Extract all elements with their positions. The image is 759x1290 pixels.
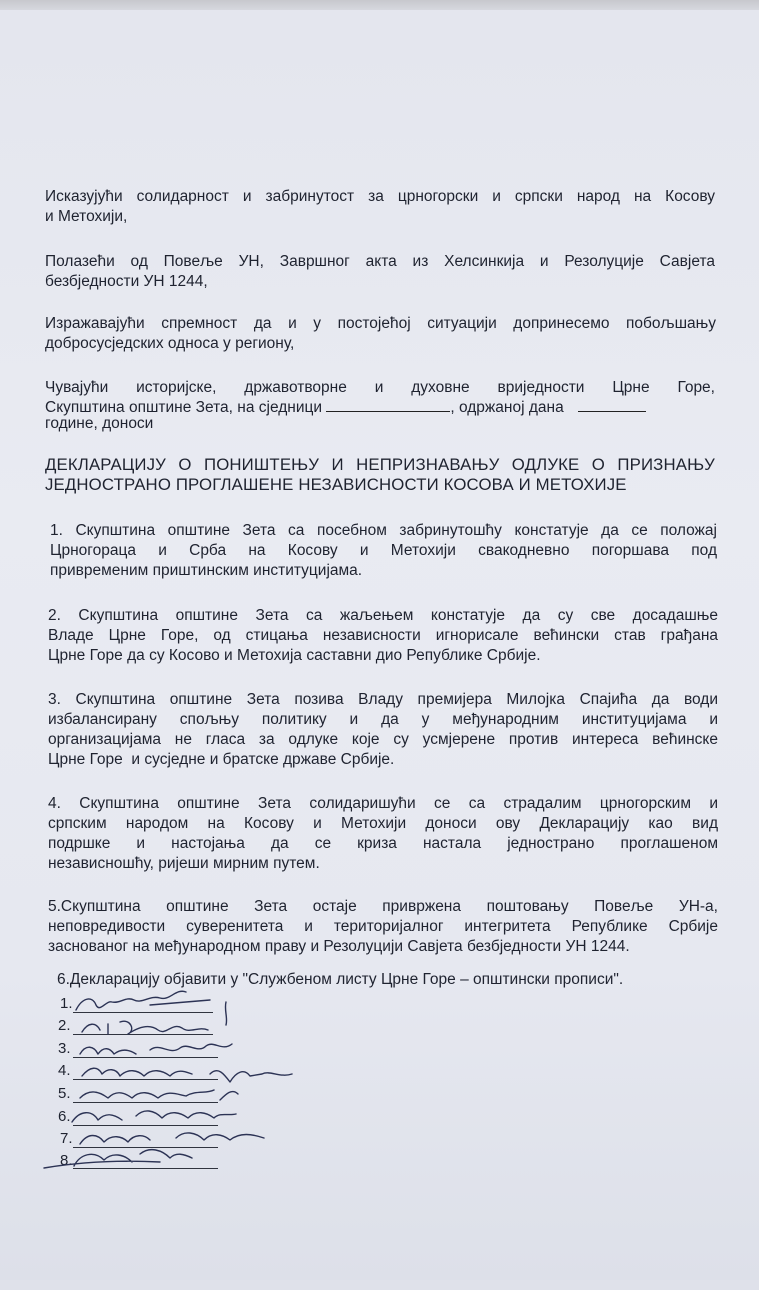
article-4-line4: независношћу, ријеши мирним путем. xyxy=(48,855,320,872)
signature-number: 5. xyxy=(58,1085,71,1102)
preamble-line3: године, доноси xyxy=(45,415,154,432)
article-5-line1: 5.Скупштина општине Зета остаје привржена поштовању Повеље УН-а, xyxy=(48,898,718,915)
declaration-title-line1: ДЕКЛАРАЦИЈУ О ПОНИШТЕЊУ И НЕПРИЗНАВАЊУ ОДЛУКЕ О ПРИЗНАЊУ xyxy=(45,455,715,474)
intro-2-line2: безбједности УН 1244, xyxy=(45,273,208,290)
intro-3-line1: Изражавајући спремност да и у постојећој ситуацији допринесемо побољшању xyxy=(45,315,716,332)
article-1-line3: привременим приштинским институцијама. xyxy=(50,562,363,579)
signature-number: 8. xyxy=(60,1152,73,1169)
preamble-line1: Чувајући историјске, државотворне и духовне вриједности Црне Горе, xyxy=(45,379,715,396)
signature-number: 1. xyxy=(60,995,73,1012)
signature-number: 3. xyxy=(58,1040,71,1057)
handwritten-signatures xyxy=(0,10,759,1290)
signature-number: 6. xyxy=(58,1108,71,1125)
article-5-line2: неповредивости суверенитета и територијалног интегритета Републике Србије xyxy=(48,918,718,935)
article-2-line3: Црне Горе да су Косово и Метохија саставни дио Републике Србије. xyxy=(48,647,541,664)
article-3-line3: организацијама не гласа за одлуке које су усмјерене против интереса већинске xyxy=(48,731,718,748)
article-1-line1: 1. Скупштина општине Зета са посебном забринутошћу констатује да се положај xyxy=(50,522,717,539)
signature-number: 7. xyxy=(60,1130,73,1147)
intro-2-line1: Полазећи од Повеље УН, Завршног акта из Хелсинкија и Резолуције Савјета xyxy=(45,253,715,270)
article-2-line2: Владе Црне Горе, од стицања независности игнорисале већински став грађана xyxy=(48,627,718,644)
article-3-line2: избалансирану спољњу политику и да у међународним институцијама и xyxy=(48,711,718,728)
article-1-line2: Црногораца и Срба на Косову и Метохији свакодневно погоршава под xyxy=(50,542,717,559)
preamble-session-text: Скупштина општине Зета, на сједници xyxy=(45,399,323,416)
signature-number: 4. xyxy=(58,1062,71,1079)
article-4-line3: подршке и настојања да се криза настала једнострано проглашеном xyxy=(48,835,718,852)
article-3-line1: 3. Скупштина општине Зета позива Владу премијера Милојка Спајића да води xyxy=(48,691,718,708)
intro-3-line2: добросусједских односа у региону, xyxy=(45,335,295,352)
article-2-line1: 2. Скупштина општине Зета са жаљењем констатује да су све досадашње xyxy=(48,607,718,624)
preamble-held-text: , одржаној дана xyxy=(450,399,564,416)
article-4-line2: српским народом на Косову и Метохији доноси ову Декларацију као вид xyxy=(48,815,718,832)
article-4-line1: 4. Скупштина општине Зета солидаришући се са страдалим црногорским и xyxy=(48,795,718,812)
declaration-title-line2: ЈЕДНОСТРАНО ПРОГЛАШЕНЕ НЕЗАВИСНОСТИ КОСОВА И МЕТОХИЈЕ xyxy=(45,475,627,494)
article-6-line1: 6.Декларацију објавити у "Службеном листу Црне Горе – општински прописи". xyxy=(57,971,624,988)
intro-1-line1: Исказујући солидарност и забринутост за црногорски и српски народ на Косову xyxy=(45,188,715,205)
article-5-line3: заснованог на међународном праву и Резолуцији Савјета безбједности УН 1244. xyxy=(48,938,630,955)
intro-1-line2: и Метохији, xyxy=(45,208,128,225)
article-3-line4: Црне Горе и сусједне и братске државе Србије. xyxy=(48,751,395,768)
document-page xyxy=(0,10,759,1280)
signature-number: 2. xyxy=(58,1017,71,1034)
